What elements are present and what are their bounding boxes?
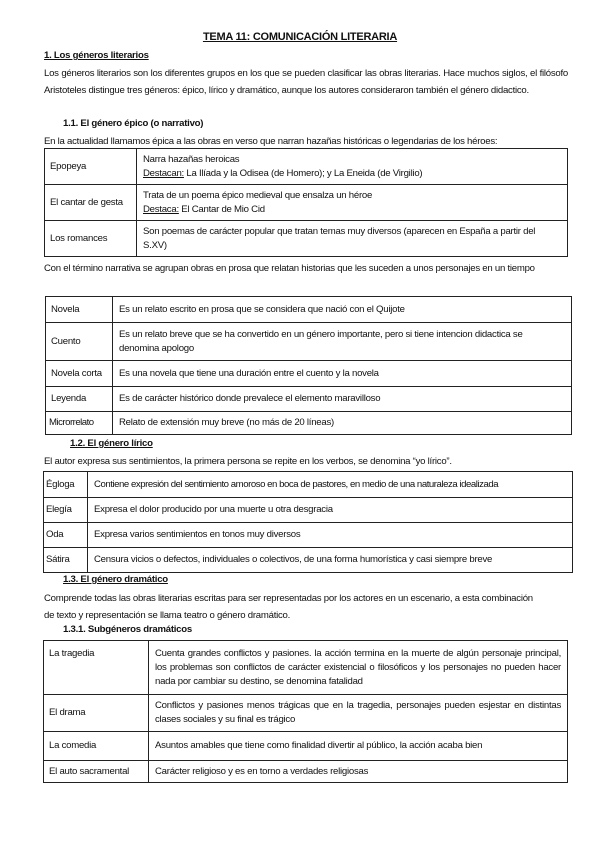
note-label: Destacan: [143, 167, 184, 179]
note-text: El Cantar de Mio Cid [178, 203, 265, 215]
lyric-table [43, 471, 573, 573]
table-row [44, 498, 573, 523]
table-row [46, 387, 572, 412]
term-cell: Sátira [44, 548, 88, 573]
table-row [44, 523, 573, 548]
table-row [46, 412, 572, 435]
desc-cell: Cuenta grandes conflictos y pasiones. la acción termina en la muerte de algún personaje principal, los problemas son conflictos de carácter existencial o filosóficos y los personajes no pueden hacer nada por cambiar su destino, se denomina fatalidad [149, 641, 568, 695]
desc-cell: Expresa el dolor producido por una muerte u otra desgracia [88, 498, 573, 523]
desc-cell [137, 185, 568, 221]
term-cell: Cuento [46, 323, 113, 361]
lyric-intro: El autor expresa sus sentimientos, la primera persona se repite en los verbos, se denomina “yo lírico”. [44, 456, 452, 467]
table-row [44, 641, 568, 695]
table-row [46, 361, 572, 387]
desc-cell: Es un relato breve que se ha convertido en un género importante, pero si tiene intencion didactica se denomina apologo [113, 323, 572, 361]
term-cell: El auto sacramental [44, 761, 149, 783]
narrative-table [45, 296, 572, 435]
drama-heading: 1.3. El género dramático [63, 574, 168, 585]
desc-cell: Son poemas de carácter popular que tratan temas muy diversos (aparecen en España a partir del S.XV) [137, 221, 568, 257]
desc-cell: Asuntos amables que tiene como finalidad divertir al público, la acción acaba bien [149, 732, 568, 761]
table-row [44, 695, 568, 732]
epic-intro: En la actualidad llamamos épica a las obras en verso que narran hazañas históricas o legendarias de los héroes: [44, 136, 498, 147]
term-cell: Oda [44, 523, 88, 548]
drama-intro: Comprende todas las obras literarias escritas para ser representadas por los actores en un escenario, a esta combinación de texto y representación se llama teatro o género dramático. [44, 593, 533, 621]
table-row [45, 149, 568, 185]
term-cell: Égloga [44, 472, 88, 498]
term-cell: El cantar de gesta [45, 185, 137, 221]
epic-table [44, 148, 568, 257]
drama-subheading: 1.3.1. Subgéneros dramáticos [63, 624, 192, 635]
lyric-heading: 1.2. El género lírico [70, 438, 153, 449]
desc-text: Narra hazañas heroicas [143, 153, 240, 165]
desc-cell: Relato de extensión muy breve (no más de 20 líneas) [113, 412, 572, 435]
table-row [44, 732, 568, 761]
intro-paragraph: Los géneros literarios son los diferentes grupos en los que se pueden clasificar las obras literarias. Hace muchos siglos, el filósofo Aristoteles distingue tres géneros: épico, lírico y dramático, aunque los autores consideraron también el género didactico. [44, 68, 568, 96]
desc-cell: Es una novela que tiene una duración entre el cuento y la novela [113, 361, 572, 387]
desc-text: Trata de un poema épico medieval que ensalza un héroe [143, 189, 373, 201]
narrative-intro: Con el término narrativa se agrupan obras en prosa que relatan historias que les suceden a unos personajes en un tiempo [44, 263, 535, 274]
desc-cell: Conflictos y pasiones menos trágicas que en la tragedia, personajes pueden esjestar en distintas clases sociales y su final es trágico [149, 695, 568, 732]
table-row [45, 185, 568, 221]
term-cell: La comedia [44, 732, 149, 761]
note-label: Destaca: [143, 203, 179, 215]
term-cell: Elegía [44, 498, 88, 523]
section-heading: 1. Los géneros literarios [44, 50, 149, 61]
desc-cell: Contiene expresión del sentimiento amoroso en boca de pastores, en medio de una naturaleza idealizada [88, 472, 573, 498]
table-row [44, 761, 568, 783]
drama-table [43, 640, 568, 783]
term-cell: Novela [46, 297, 113, 323]
table-row [46, 323, 572, 361]
desc-cell: Es de carácter histórico donde prevalece el elemento maravilloso [113, 387, 572, 412]
term-cell: Epopeya [45, 149, 137, 185]
term-cell: Microrrelato [46, 412, 113, 435]
desc-cell: Es un relato escrito en prosa que se considera que nació con el Quijote [113, 297, 572, 323]
table-row [46, 297, 572, 323]
note-text: La Ilíada y la Odisea (de Homero); y La Eneida (de Virgilio) [183, 167, 423, 179]
table-row [44, 548, 573, 573]
table-row [45, 221, 568, 257]
desc-cell: Expresa varios sentimientos en tonos muy diversos [88, 523, 573, 548]
epic-heading: 1.1. El género épico (o narrativo) [63, 118, 204, 129]
document-title: TEMA 11: COMUNICACIÓN LITERARIA [202, 31, 398, 43]
term-cell: La tragedia [44, 641, 149, 695]
term-cell: El drama [44, 695, 149, 732]
desc-cell [137, 149, 568, 185]
desc-cell: Censura vicios o defectos, individuales o colectivos, de una forma humorística y casi siempre breve [88, 548, 573, 573]
term-cell: Los romances [45, 221, 137, 257]
term-cell: Leyenda [46, 387, 113, 412]
term-cell: Novela corta [46, 361, 113, 387]
desc-cell: Carácter religioso y es en torno a verdades religiosas [149, 761, 568, 783]
table-row [44, 472, 573, 498]
